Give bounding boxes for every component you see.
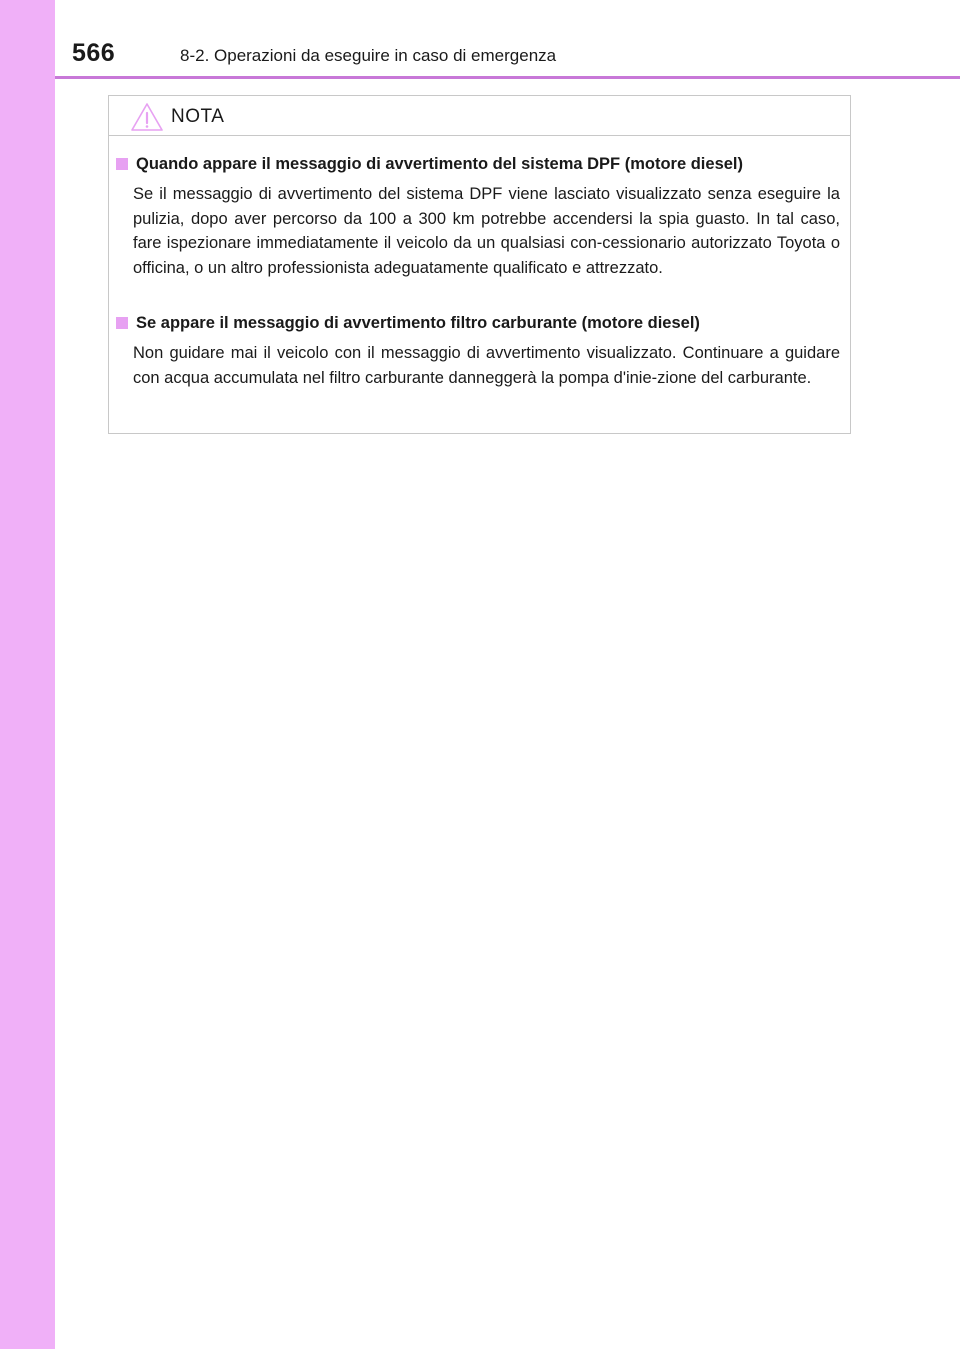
note-header: [109, 96, 850, 136]
item-body: Se il messaggio di avvertimento del sistema DPF viene lasciato visualizzato senza eseguire la pulizia, dopo aver percorso da 100 a 300 km potrebbe accendersi la spia guasto. In tal caso, fare ispezionare immediatamente il veicolo da un qualsiasi con-cessionario autorizzato Toyota o officina, o un altro professionista adeguatamente qualificato e attrezzato.: [133, 185, 840, 277]
item-heading: [116, 314, 700, 333]
header-divider: [55, 76, 960, 79]
item-heading-text: Se appare il messaggio di avvertimento filtro carburante (motore diesel): [136, 314, 700, 332]
section-title: 8-2. Operazioni da eseguire in caso di emergenza: [180, 46, 557, 65]
side-tab: [0, 0, 55, 1349]
warning-triangle-icon: [130, 102, 164, 132]
square-bullet-icon: [116, 317, 128, 329]
square-bullet-icon: [116, 158, 128, 170]
item-heading-text: Quando appare il messaggio di avvertimento del sistema DPF (motore diesel): [136, 155, 743, 173]
item-body: Non guidare mai il veicolo con il messaggio di avvertimento visualizzato. Continuare a guidare con acqua accumulata nel filtro carburante danneggerà la pompa d'inie-zione del carburante.: [133, 344, 840, 387]
note-box: [108, 95, 851, 434]
note-label: NOTA: [171, 106, 225, 127]
page-number: 566: [72, 39, 116, 67]
item-heading: [116, 155, 743, 174]
